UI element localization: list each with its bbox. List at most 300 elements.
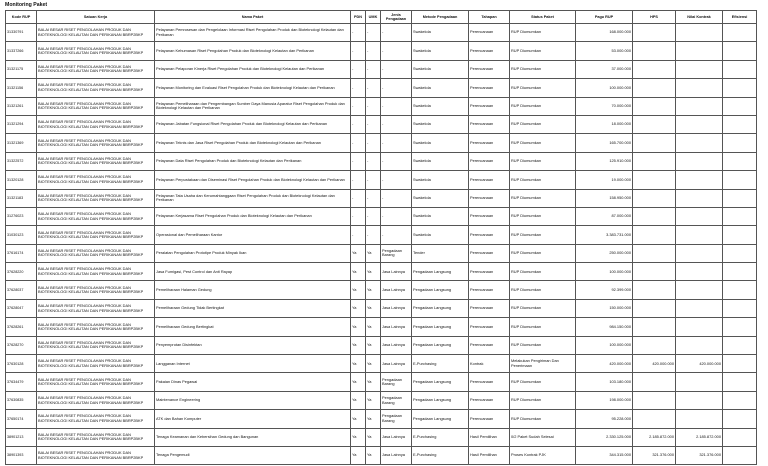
- cell-jenis-pengadaan: Pengadaan Barang: [381, 391, 412, 409]
- cell-tahapan: Perencanaan: [469, 189, 510, 207]
- cell-nama-paket[interactable]: Pelayanan Teknis dan Jasa Riset Pengolahan Produk dan Bioteknologi Kelautan dan Perikanan: [155, 134, 351, 152]
- cell-pdn: -: [351, 24, 366, 42]
- cell-jenis-pengadaan: -: [381, 171, 412, 189]
- cell-tahapan: Perencanaan: [469, 410, 510, 428]
- cell-hps: [633, 207, 676, 225]
- cell-status-paket: RUP Diumumkan: [510, 189, 576, 207]
- cell-satuan-kerja: BALAI BESAR RISET PENGOLAHAN PRODUK DAN BIOTEKNOLOGI KELAUTAN DAN PERIKANAN BBRP2BKP: [37, 42, 155, 60]
- cell-hps: [633, 97, 676, 115]
- cell-efisiensi: [723, 318, 757, 336]
- cell-satuan-kerja: BALAI BESAR RISET PENGOLAHAN PRODUK DAN BIOTEKNOLOGI KELAUTAN DAN PERIKANAN BBRP2BKP: [37, 115, 155, 133]
- cell-kode-rup: 31330791: [6, 24, 37, 42]
- cell-jenis-pengadaan: Jasa Lainnya: [381, 428, 412, 446]
- cell-umk: Ya: [366, 391, 381, 409]
- cell-pagu-rup: 344.315.000: [576, 446, 633, 464]
- cell-pagu-rup: 2.330.125.000: [576, 428, 633, 446]
- cell-tahapan: Perencanaan: [469, 97, 510, 115]
- table-row[interactable]: [6, 428, 757, 446]
- cell-satuan-kerja: BALAI BESAR RISET PENGOLAHAN PRODUK DAN BIOTEKNOLOGI KELAUTAN DAN PERIKANAN BBRP2BKP: [37, 152, 155, 170]
- cell-kode-rup: 31337266: [6, 42, 37, 60]
- table-row[interactable]: [6, 336, 757, 354]
- cell-nama-paket[interactable]: Pelayanan Pemeliharaan dan Pengembangan Sumber Daya Manusia Aparatur Riset Pengolahan Produk dan Bioteknologi Kelautan dan Perikanan: [155, 97, 351, 115]
- cell-pagu-rup: 158.950.000: [576, 189, 633, 207]
- cell-pagu-rup: 165.700.000: [576, 134, 633, 152]
- cell-status-paket: RUP Diumumkan: [510, 207, 576, 225]
- cell-jenis-pengadaan: -: [381, 226, 412, 244]
- table-row[interactable]: [6, 355, 757, 373]
- cell-metode-pengadaan: Pengadaan Langsung: [412, 318, 469, 336]
- cell-pdn: Ya: [351, 391, 366, 409]
- cell-kode-rup: 38901213: [6, 428, 37, 446]
- table-row[interactable]: [6, 60, 757, 78]
- cell-status-paket: RUP Diumumkan: [510, 152, 576, 170]
- cell-nama-paket[interactable]: Pelayanan Kerjasama Riset Pengolahan Produk dan Bioteknologi Kelautan dan Perikanan: [155, 207, 351, 225]
- cell-efisiensi: [723, 391, 757, 409]
- cell-pdn: -: [351, 152, 366, 170]
- cell-nilai-kontrak: [676, 189, 723, 207]
- cell-jenis-pengadaan: Jasa Lainnya: [381, 446, 412, 464]
- cell-nama-paket[interactable]: Pemeliharaan Gedung Tidak Bertingkat: [155, 299, 351, 317]
- cell-jenis-pengadaan: -: [381, 115, 412, 133]
- cell-efisiensi: [723, 446, 757, 464]
- cell-satuan-kerja: BALAI BESAR RISET PENGOLAHAN PRODUK DAN BIOTEKNOLOGI KELAUTAN DAN PERIKANAN BBRP2BKP: [37, 373, 155, 391]
- column-header: UMK: [366, 11, 381, 24]
- cell-metode-pengadaan: Pengadaan Langsung: [412, 299, 469, 317]
- cell-status-paket: RUP Diumumkan: [510, 263, 576, 281]
- cell-status-paket: RUP Diumumkan: [510, 79, 576, 97]
- table-row[interactable]: [6, 79, 757, 97]
- cell-nama-paket[interactable]: Pelayanan Perpustakaan dan Diseminasi Riset Pengolahan Produk dan Bioteknologi Kelautan dan Perikanan: [155, 171, 351, 189]
- cell-umk: Ya: [366, 299, 381, 317]
- cell-pagu-rup: 95.228.000: [576, 410, 633, 428]
- cell-pdn: -: [351, 207, 366, 225]
- cell-nilai-kontrak: [676, 263, 723, 281]
- cell-nilai-kontrak: [676, 207, 723, 225]
- cell-jenis-pengadaan: Jasa Lainnya: [381, 281, 412, 299]
- cell-nama-paket[interactable]: ATK dan Bahan Komputer: [155, 410, 351, 428]
- cell-pdn: Ya: [351, 446, 366, 464]
- cell-tahapan: Perencanaan: [469, 134, 510, 152]
- cell-tahapan: Perencanaan: [469, 152, 510, 170]
- cell-efisiensi: [723, 336, 757, 354]
- cell-efisiensi: [723, 207, 757, 225]
- cell-metode-pengadaan: Pengadaan Langsung: [412, 336, 469, 354]
- cell-efisiensi: [723, 60, 757, 78]
- cell-tahapan: Perencanaan: [469, 60, 510, 78]
- table-row[interactable]: [6, 226, 757, 244]
- cell-umk: Ya: [366, 410, 381, 428]
- cell-kode-rup: 37634479: [6, 373, 37, 391]
- cell-hps: [633, 244, 676, 262]
- cell-nama-paket[interactable]: Pelayanan Pemrosesan dan Pengelolaan Informasi Riset Pengolahan Produk dan Bioteknologi Kelautan dan Perikanan: [155, 24, 351, 42]
- cell-nilai-kontrak: [676, 42, 723, 60]
- cell-nama-paket[interactable]: Pakaian Dinas Pegawai: [155, 373, 351, 391]
- cell-hps: [633, 79, 676, 97]
- cell-nilai-kontrak: [676, 410, 723, 428]
- cell-pdn: Ya: [351, 244, 366, 262]
- cell-nama-paket[interactable]: Pelayanan Data Riset Pengolahan Produk dan Bioteknologi Kelautan dan Perikanan: [155, 152, 351, 170]
- cell-umk: -: [366, 24, 381, 42]
- cell-status-paket: RUP Diumumkan: [510, 336, 576, 354]
- cell-nilai-kontrak: [676, 299, 723, 317]
- cell-metode-pengadaan: Swakelola: [412, 97, 469, 115]
- cell-jenis-pengadaan: -: [381, 97, 412, 115]
- cell-pdn: Ya: [351, 410, 366, 428]
- cell-nama-paket[interactable]: Pelayanan Monitoring dan Evaluasi Riset Pengolahan Produk dan Bioteknologi Kelautan dan Perikanan: [155, 79, 351, 97]
- cell-metode-pengadaan: Swakelola: [412, 171, 469, 189]
- cell-kode-rup: 37628261: [6, 318, 37, 336]
- cell-metode-pengadaan: Swakelola: [412, 226, 469, 244]
- table-row[interactable]: [6, 281, 757, 299]
- cell-nama-paket[interactable]: Pemeliharaan Gedung Bertingkat: [155, 318, 351, 336]
- cell-status-paket: RUP Diumumkan: [510, 171, 576, 189]
- cell-satuan-kerja: BALAI BESAR RISET PENGOLAHAN PRODUK DAN BIOTEKNOLOGI KELAUTAN DAN PERIKANAN BBRP2BKP: [37, 281, 155, 299]
- cell-pagu-rup: 103.180.000: [576, 373, 633, 391]
- cell-pagu-rup: 420.000.000: [576, 355, 633, 373]
- cell-jenis-pengadaan: -: [381, 79, 412, 97]
- cell-metode-pengadaan: Swakelola: [412, 79, 469, 97]
- cell-tahapan: Hasil Pemilihan: [469, 446, 510, 464]
- cell-satuan-kerja: BALAI BESAR RISET PENGOLAHAN PRODUK DAN BIOTEKNOLOGI KELAUTAN DAN PERIKANAN BBRP2BKP: [37, 263, 155, 281]
- table-row[interactable]: [6, 391, 757, 409]
- cell-status-paket: RUP Diumumkan: [510, 281, 576, 299]
- cell-pagu-rup: 100.000.000: [576, 263, 633, 281]
- cell-satuan-kerja: BALAI BESAR RISET PENGOLAHAN PRODUK DAN BIOTEKNOLOGI KELAUTAN DAN PERIKANAN BBRP2BKP: [37, 336, 155, 354]
- cell-metode-pengadaan: Swakelola: [412, 189, 469, 207]
- cell-umk: Ya: [366, 263, 381, 281]
- cell-umk: -: [366, 134, 381, 152]
- cell-pagu-rup: 53.000.000: [576, 42, 633, 60]
- cell-jenis-pengadaan: Jasa Lainnya: [381, 318, 412, 336]
- cell-tahapan: Perencanaan: [469, 299, 510, 317]
- cell-umk: Ya: [366, 244, 381, 262]
- cell-nama-paket[interactable]: Langganan Internet: [155, 355, 351, 373]
- table-row[interactable]: [6, 115, 757, 133]
- cell-nilai-kontrak: [676, 171, 723, 189]
- cell-umk: -: [366, 171, 381, 189]
- cell-pagu-rup: 250.000.000: [576, 244, 633, 262]
- cell-pagu-rup: 984.150.000: [576, 318, 633, 336]
- table-row[interactable]: [6, 207, 757, 225]
- cell-pagu-rup: 198.000.000: [576, 391, 633, 409]
- cell-status-paket: RUP Diumumkan: [510, 318, 576, 336]
- cell-tahapan: Perencanaan: [469, 244, 510, 262]
- cell-umk: -: [366, 97, 381, 115]
- cell-jenis-pengadaan: -: [381, 60, 412, 78]
- table-row[interactable]: [6, 318, 757, 336]
- cell-pdn: Ya: [351, 263, 366, 281]
- cell-pagu-rup: 150.000.000: [576, 299, 633, 317]
- cell-metode-pengadaan: Swakelola: [412, 134, 469, 152]
- cell-pdn: -: [351, 97, 366, 115]
- cell-efisiensi: [723, 226, 757, 244]
- cell-metode-pengadaan: Swakelola: [412, 115, 469, 133]
- cell-nilai-kontrak: [676, 97, 723, 115]
- cell-status-paket: Melakukan Pengiriman Dan Penerimaan: [510, 355, 576, 373]
- cell-jenis-pengadaan: Jasa Lainnya: [381, 355, 412, 373]
- cell-satuan-kerja: BALAI BESAR RISET PENGOLAHAN PRODUK DAN BIOTEKNOLOGI KELAUTAN DAN PERIKANAN BBRP2BKP: [37, 428, 155, 446]
- cell-satuan-kerja: BALAI BESAR RISET PENGOLAHAN PRODUK DAN BIOTEKNOLOGI KELAUTAN DAN PERIKANAN BBRP2BKP: [37, 226, 155, 244]
- cell-nama-paket[interactable]: Pemeliharaan Halaman Gedung: [155, 281, 351, 299]
- cell-metode-pengadaan: Swakelola: [412, 42, 469, 60]
- cell-nama-paket[interactable]: Operasional dan Pemeliharaan Kantor: [155, 226, 351, 244]
- cell-efisiensi: [723, 24, 757, 42]
- cell-satuan-kerja: BALAI BESAR RISET PENGOLAHAN PRODUK DAN BIOTEKNOLOGI KELAUTAN DAN PERIKANAN BBRP2BKP: [37, 318, 155, 336]
- column-header: Kode RUP: [6, 11, 37, 24]
- cell-efisiensi: [723, 355, 757, 373]
- cell-pdn: Ya: [351, 355, 366, 373]
- cell-tahapan: Perencanaan: [469, 226, 510, 244]
- cell-umk: Ya: [366, 428, 381, 446]
- cell-umk: -: [366, 226, 381, 244]
- cell-nama-paket[interactable]: Pelayanan Pelaporan Kinerja Riset Pengolahan Produk dan Bioteknologi Kelautan dan Perikanan: [155, 60, 351, 78]
- cell-umk: Ya: [366, 355, 381, 373]
- cell-nilai-kontrak: [676, 226, 723, 244]
- cell-satuan-kerja: BALAI BESAR RISET PENGOLAHAN PRODUK DAN BIOTEKNOLOGI KELAUTAN DAN PERIKANAN BBRP2BKP: [37, 446, 155, 464]
- cell-metode-pengadaan: E-Purchasing: [412, 446, 469, 464]
- cell-status-paket: RUP Diumumkan: [510, 244, 576, 262]
- cell-kode-rup: 31030123: [6, 226, 37, 244]
- cell-status-paket: 0/2 Paket Sudah Selesai: [510, 428, 576, 446]
- cell-hps: [633, 226, 676, 244]
- cell-efisiensi: [723, 428, 757, 446]
- cell-status-paket: RUP Diumumkan: [510, 42, 576, 60]
- cell-tahapan: Perencanaan: [469, 42, 510, 60]
- cell-nilai-kontrak: [676, 134, 723, 152]
- cell-pdn: Ya: [351, 281, 366, 299]
- cell-efisiensi: [723, 97, 757, 115]
- cell-kode-rup: 31321261: [6, 97, 37, 115]
- column-header: HPS: [633, 11, 676, 24]
- cell-nama-paket[interactable]: Pelayanan Kehumasan Riset Pengolahan Produk dan Bioteknologi Kelautan dan Perikanan: [155, 42, 351, 60]
- cell-status-paket: RUP Diumumkan: [510, 60, 576, 78]
- table-row[interactable]: [6, 24, 757, 42]
- cell-metode-pengadaan: Pengadaan Langsung: [412, 373, 469, 391]
- cell-kode-rup: 31321156: [6, 79, 37, 97]
- cell-umk: Ya: [366, 336, 381, 354]
- cell-efisiensi: [723, 299, 757, 317]
- cell-metode-pengadaan: Pengadaan Langsung: [412, 391, 469, 409]
- cell-satuan-kerja: BALAI BESAR RISET PENGOLAHAN PRODUK DAN BIOTEKNOLOGI KELAUTAN DAN PERIKANAN BBRP2BKP: [37, 134, 155, 152]
- cell-hps: [633, 171, 676, 189]
- table-header-row: [6, 11, 757, 24]
- cell-umk: Ya: [366, 446, 381, 464]
- cell-nilai-kontrak: 420.000.000: [676, 355, 723, 373]
- cell-tahapan: Kontrak: [469, 355, 510, 373]
- cell-nilai-kontrak: [676, 391, 723, 409]
- cell-pdn: -: [351, 79, 366, 97]
- cell-metode-pengadaan: Swakelola: [412, 152, 469, 170]
- cell-pagu-rup: 125.910.000: [576, 152, 633, 170]
- cell-status-paket: RUP Diumumkan: [510, 24, 576, 42]
- cell-jenis-pengadaan: Jasa Lainnya: [381, 336, 412, 354]
- cell-nama-paket[interactable]: Jasa Fumigasi, Pest Control dan Anti Rayap: [155, 263, 351, 281]
- cell-nama-paket[interactable]: Tenaga Keamanan dan Kebersihan Gedung dan Bangunan: [155, 428, 351, 446]
- cell-status-paket: RUP Diumumkan: [510, 226, 576, 244]
- cell-nilai-kontrak: [676, 281, 723, 299]
- cell-metode-pengadaan: Swakelola: [412, 207, 469, 225]
- cell-jenis-pengadaan: Pengadaan Barang: [381, 410, 412, 428]
- cell-status-paket: RUP Diumumkan: [510, 299, 576, 317]
- cell-jenis-pengadaan: -: [381, 24, 412, 42]
- cell-efisiensi: [723, 244, 757, 262]
- cell-pagu-rup: 87.000.000: [576, 207, 633, 225]
- cell-nilai-kontrak: [676, 60, 723, 78]
- cell-kode-rup: 38901393: [6, 446, 37, 464]
- cell-pagu-rup: 18.000.000: [576, 115, 633, 133]
- table-row[interactable]: [6, 446, 757, 464]
- page-title: Monitoring Paket: [5, 2, 48, 8]
- cell-hps: [633, 134, 676, 152]
- column-header: Status Paket: [510, 11, 576, 24]
- cell-pagu-rup: 92.399.000: [576, 281, 633, 299]
- cell-hps: 2.185.872.000: [633, 428, 676, 446]
- cell-kode-rup: 31321183: [6, 189, 37, 207]
- cell-tahapan: Perencanaan: [469, 171, 510, 189]
- cell-tahapan: Perencanaan: [469, 24, 510, 42]
- table-row[interactable]: [6, 97, 757, 115]
- cell-nama-paket[interactable]: Penyemprotan Disinfektan: [155, 336, 351, 354]
- column-header: Efisiensi: [723, 11, 757, 24]
- column-header: PDN: [351, 11, 366, 24]
- table-row[interactable]: [6, 42, 757, 60]
- cell-hps: [633, 410, 676, 428]
- cell-hps: [633, 263, 676, 281]
- cell-nilai-kontrak: 321.376.000: [676, 446, 723, 464]
- cell-kode-rup: 37650174: [6, 410, 37, 428]
- cell-umk: -: [366, 42, 381, 60]
- cell-umk: Ya: [366, 373, 381, 391]
- column-header: Satuan Kerja: [37, 11, 155, 24]
- cell-pdn: Ya: [351, 428, 366, 446]
- table-row[interactable]: [6, 244, 757, 262]
- cell-nama-paket[interactable]: Tenaga Pengemudi: [155, 446, 351, 464]
- cell-efisiensi: [723, 171, 757, 189]
- cell-jenis-pengadaan: Jasa Lainnya: [381, 263, 412, 281]
- cell-status-paket: RUP Diumumkan: [510, 97, 576, 115]
- cell-jenis-pengadaan: -: [381, 207, 412, 225]
- cell-nilai-kontrak: [676, 24, 723, 42]
- cell-pdn: -: [351, 171, 366, 189]
- column-header: Nama Paket: [155, 11, 351, 24]
- cell-hps: [633, 189, 676, 207]
- column-header: Nilai Kontrak: [676, 11, 723, 24]
- cell-pdn: Ya: [351, 373, 366, 391]
- cell-nilai-kontrak: [676, 318, 723, 336]
- column-header: Metode Pengadaan: [412, 11, 469, 24]
- cell-satuan-kerja: BALAI BESAR RISET PENGOLAHAN PRODUK DAN BIOTEKNOLOGI KELAUTAN DAN PERIKANAN BBRP2BKP: [37, 24, 155, 42]
- cell-hps: [633, 391, 676, 409]
- cell-kode-rup: 37628037: [6, 281, 37, 299]
- cell-status-paket: Proses Kontrak PJK: [510, 446, 576, 464]
- table-row[interactable]: [6, 171, 757, 189]
- cell-nama-paket[interactable]: Peralatan Pengolahan Prototipe Produk Minyak Ikan: [155, 244, 351, 262]
- cell-metode-pengadaan: E-Purchasing: [412, 355, 469, 373]
- cell-pdn: -: [351, 226, 366, 244]
- cell-kode-rup: 37628220: [6, 263, 37, 281]
- table-row[interactable]: [6, 263, 757, 281]
- cell-metode-pengadaan: Swakelola: [412, 60, 469, 78]
- cell-pdn: Ya: [351, 336, 366, 354]
- cell-nama-paket[interactable]: Pelayanan Jabatan Fungsional Riset Pengolahan Produk dan Bioteknologi Kelautan dan Perikanan: [155, 115, 351, 133]
- cell-nilai-kontrak: [676, 373, 723, 391]
- cell-tahapan: Perencanaan: [469, 79, 510, 97]
- cell-jenis-pengadaan: -: [381, 189, 412, 207]
- cell-efisiensi: [723, 263, 757, 281]
- table-row[interactable]: [6, 410, 757, 428]
- cell-efisiensi: [723, 189, 757, 207]
- cell-kode-rup: 37628270: [6, 336, 37, 354]
- cell-jenis-pengadaan: Jasa Lainnya: [381, 299, 412, 317]
- column-header: Jenis Pengadaan: [381, 11, 412, 24]
- cell-hps: [633, 115, 676, 133]
- column-header: Tahapan: [469, 11, 510, 24]
- cell-efisiensi: [723, 281, 757, 299]
- cell-satuan-kerja: BALAI BESAR RISET PENGOLAHAN PRODUK DAN BIOTEKNOLOGI KELAUTAN DAN PERIKANAN BBRP2BKP: [37, 207, 155, 225]
- cell-tahapan: Perencanaan: [469, 318, 510, 336]
- cell-satuan-kerja: BALAI BESAR RISET PENGOLAHAN PRODUK DAN BIOTEKNOLOGI KELAUTAN DAN PERIKANAN BBRP2BKP: [37, 244, 155, 262]
- cell-umk: -: [366, 207, 381, 225]
- cell-tahapan: Perencanaan: [469, 207, 510, 225]
- cell-nilai-kontrak: [676, 115, 723, 133]
- cell-satuan-kerja: BALAI BESAR RISET PENGOLAHAN PRODUK DAN BIOTEKNOLOGI KELAUTAN DAN PERIKANAN BBRP2BKP: [37, 79, 155, 97]
- cell-efisiensi: [723, 115, 757, 133]
- cell-kode-rup: 31276023: [6, 207, 37, 225]
- cell-pdn: -: [351, 134, 366, 152]
- cell-efisiensi: [723, 42, 757, 60]
- cell-metode-pengadaan: Pengadaan Langsung: [412, 281, 469, 299]
- table-row[interactable]: [6, 134, 757, 152]
- cell-hps: [633, 373, 676, 391]
- cell-umk: -: [366, 60, 381, 78]
- cell-kode-rup: 37616174: [6, 244, 37, 262]
- cell-kode-rup: 31321175: [6, 60, 37, 78]
- cell-hps: [633, 60, 676, 78]
- cell-pagu-rup: 37.000.000: [576, 60, 633, 78]
- cell-efisiensi: [723, 152, 757, 170]
- cell-nama-paket[interactable]: Maintenance Engineering: [155, 391, 351, 409]
- cell-pagu-rup: 3.383.731.000: [576, 226, 633, 244]
- cell-tahapan: Perencanaan: [469, 373, 510, 391]
- table-row[interactable]: [6, 152, 757, 170]
- table-row[interactable]: [6, 189, 757, 207]
- cell-hps: [633, 42, 676, 60]
- cell-hps: [633, 336, 676, 354]
- cell-pdn: -: [351, 42, 366, 60]
- cell-nama-paket[interactable]: Pelayanan Tata Usaha dan Kerumahtanggaan Riset Pengolahan Produk dan Bioteknologi Kelautan dan Perikanan: [155, 189, 351, 207]
- cell-status-paket: RUP Diumumkan: [510, 134, 576, 152]
- cell-status-paket: RUP Diumumkan: [510, 391, 576, 409]
- table-row[interactable]: [6, 373, 757, 391]
- table-row[interactable]: [6, 299, 757, 317]
- cell-umk: -: [366, 189, 381, 207]
- cell-status-paket: RUP Diumumkan: [510, 410, 576, 428]
- cell-hps: [633, 281, 676, 299]
- cell-umk: -: [366, 115, 381, 133]
- cell-hps: [633, 299, 676, 317]
- cell-pagu-rup: 168.000.000: [576, 24, 633, 42]
- table-body: [6, 24, 757, 465]
- cell-satuan-kerja: BALAI BESAR RISET PENGOLAHAN PRODUK DAN BIOTEKNOLOGI KELAUTAN DAN PERIKANAN BBRP2BKP: [37, 391, 155, 409]
- cell-hps: 420.000.000: [633, 355, 676, 373]
- paket-table: [5, 10, 757, 465]
- cell-umk: -: [366, 79, 381, 97]
- cell-metode-pengadaan: Pengadaan Langsung: [412, 263, 469, 281]
- cell-hps: [633, 152, 676, 170]
- cell-satuan-kerja: BALAI BESAR RISET PENGOLAHAN PRODUK DAN BIOTEKNOLOGI KELAUTAN DAN PERIKANAN BBRP2BKP: [37, 60, 155, 78]
- cell-hps: 321.376.000: [633, 446, 676, 464]
- column-header: Pagu RUP: [576, 11, 633, 24]
